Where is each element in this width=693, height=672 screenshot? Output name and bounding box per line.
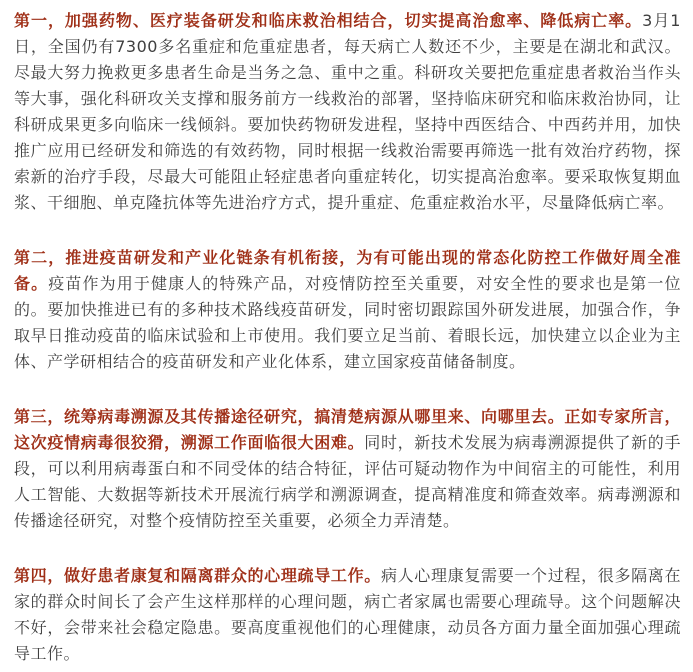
paragraph-4 (14, 563, 681, 667)
paragraph-2 (14, 245, 681, 375)
paragraph-3-body: 同时，新技术发展为病毒溯源提供了新的手段，可以利用病毒蛋白和不同受体的结合特征，评估可疑动物作为中间宿主的可能性，利用人工智能、大数据等新技术开展流行病学和溯源调查，提高精准度和筛查效率。病毒溯源和传播途径研究，对整个疫情防控至关重要，必须全力弄清楚。 (14, 433, 681, 530)
paragraph-2-body: 疫苗作为用于健康人的特殊产品，对疫情防控至关重要，对安全性的要求也是第一位的。要加快推进已有的多种技术路线疫苗研发，同时密切跟踪国外研发进展，加强合作，争取早日推动疫苗的临床试验和上市使用。我们要立足当前、着眼长远，加快建立以企业为主体、产学研相结合的疫苗研发和产业化体系，建立国家疫苗储备制度。 (14, 274, 681, 371)
paragraph-4-lead: 第四，做好患者康复和隔离群众的心理疏导工作。 (14, 566, 381, 585)
paragraph-3 (14, 404, 681, 534)
paragraph-3-lead: 第三，统筹病毒溯源及其传播途径研究，搞清楚病源从哪里来、向哪里去。正如专家所言，这次疫情病毒很狡猾，溯源工作面临很大困难。 (14, 407, 681, 452)
paragraph-4-body: 病人心理康复需要一个过程，很多隔离在家的群众时间长了会产生这样那样的心理问题，病亡者家属也需要心理疏导。这个问题解决不好，会带来社会稳定隐患。要高度重视他们的心理健康，动员各方面力量全面加强心理疏导工作。 (14, 566, 681, 663)
paragraph-1-lead: 第一，加强药物、医疗装备研发和临床救治相结合，切实提高治愈率、降低病亡率。 (14, 11, 643, 30)
paragraph-2-lead: 第二，推进疫苗研发和产业化链条有机衔接，为有可能出现的常态化防控工作做好周全准备。 (14, 248, 681, 293)
paragraph-1 (14, 8, 681, 216)
paragraph-1-body: 3月1日，全国仍有7300多名重症和危重症患者，每天病亡人数还不少，主要是在湖北和武汉。尽最大努力挽救更多患者生命是当务之急、重中之重。科研攻关要把危重症患者救治当作头等大事，强化科研攻关支撑和服务前方一线救治的部署，坚持临床研究和临床救治协同，让科研成果更多向临床一线倾斜。要加快药物研发进程，坚持中西医结合、中西药并用，加快推广应用已经研发和筛选的有效药物，同时根据一线救治需要再筛选一批有效治疗药物，探索新的治疗手段，尽最大可能阻止轻症患者向重症转化，切实提高治愈率。要采取恢复期血浆、干细胞、单克隆抗体等先进治疗方式，提升重症、危重症救治水平，尽量降低病亡率。 (14, 11, 681, 212)
